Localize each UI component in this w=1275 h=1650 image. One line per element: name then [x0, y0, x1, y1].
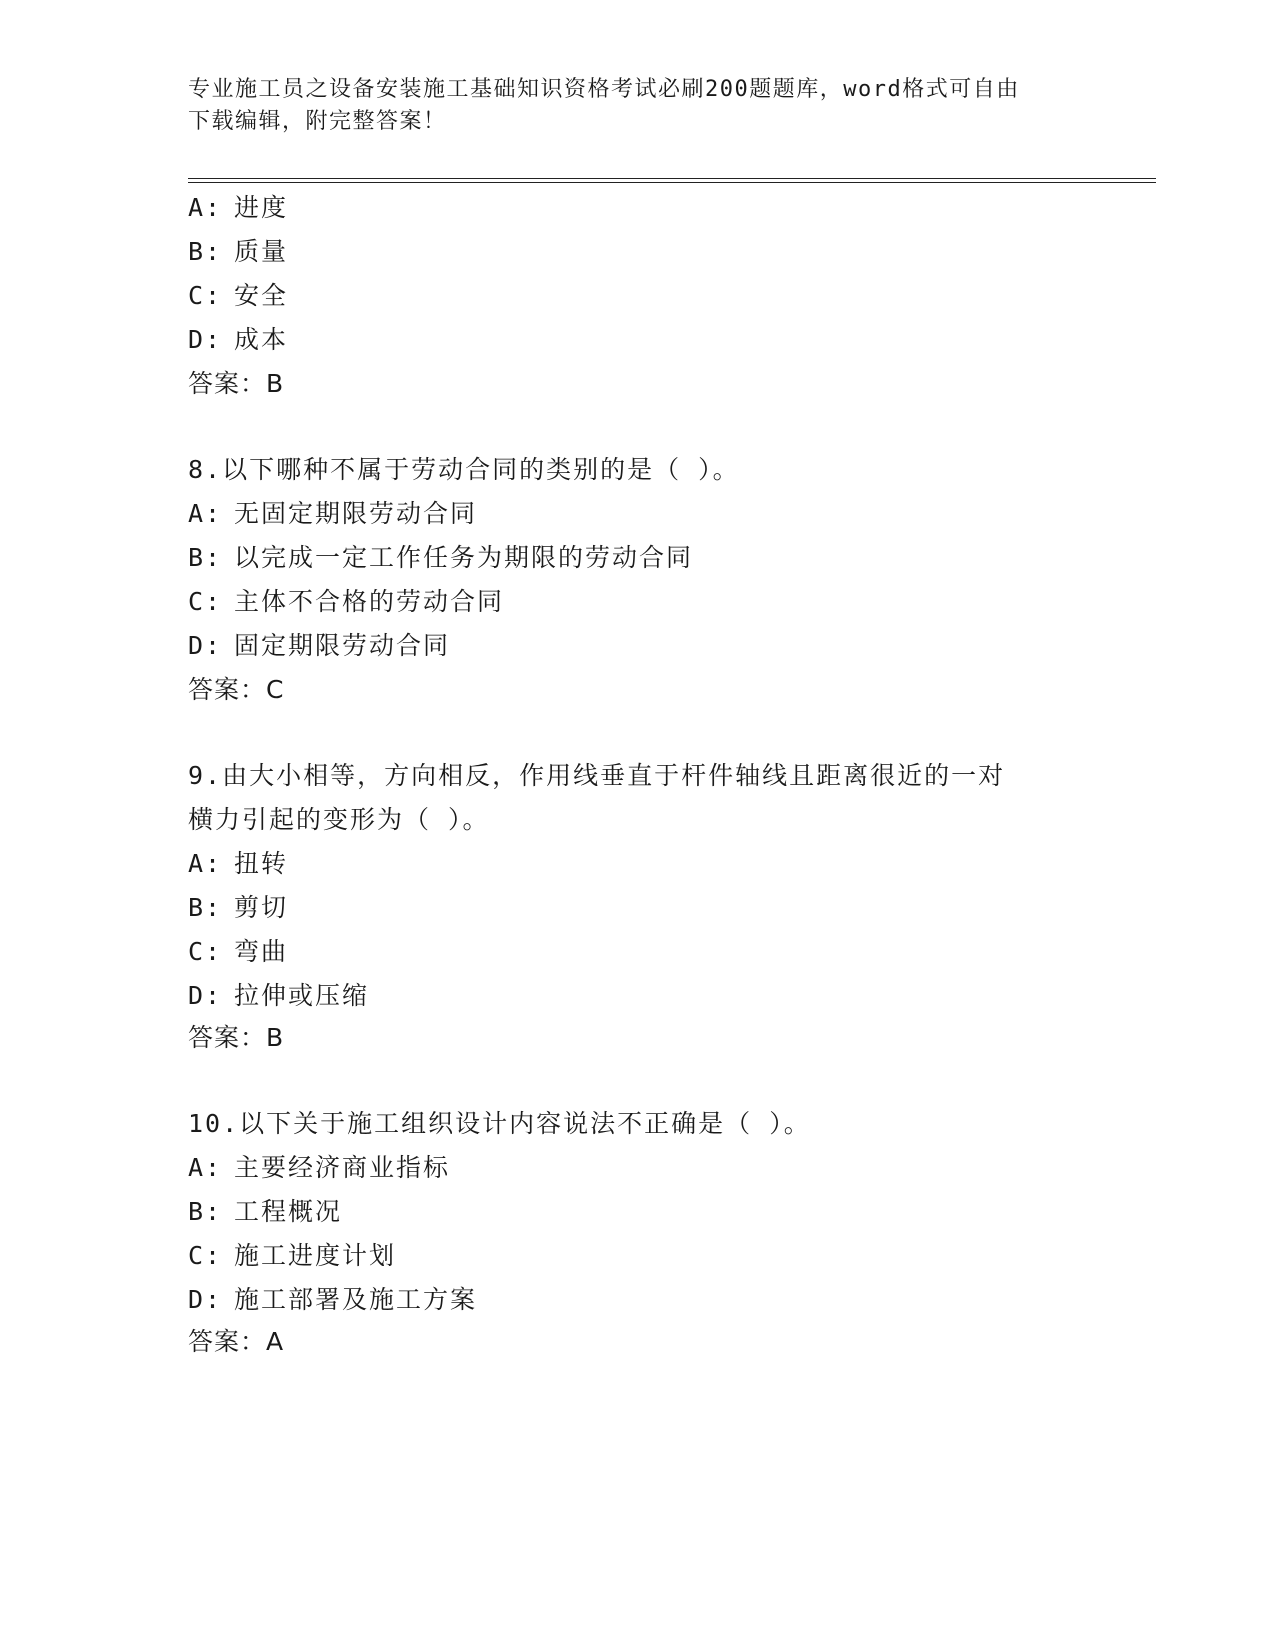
- q10-answer: 答案：A: [188, 1327, 285, 1356]
- option-text: 质量: [234, 237, 289, 266]
- option-text: 无固定期限劳动合同: [234, 499, 478, 528]
- option-text: 弯曲: [234, 937, 289, 966]
- header-title-line-1: 专业施工员之设备安装施工基础知识资格考试必刷200题题库，word格式可自由: [188, 77, 1020, 102]
- option-text: 施工进度计划: [234, 1241, 397, 1270]
- option-letter: C:: [188, 587, 223, 616]
- option-text: 拉伸或压缩: [234, 981, 370, 1010]
- option-letter: C:: [188, 281, 223, 310]
- q10-option-c: [188, 1240, 396, 1272]
- option-letter: D:: [188, 631, 223, 660]
- option-letter: D:: [188, 325, 223, 354]
- q8-answer: 答案：C: [188, 675, 285, 704]
- option-letter: C:: [188, 937, 223, 966]
- option-letter: D:: [188, 1285, 223, 1314]
- q9-option-b: [188, 892, 288, 924]
- option-text: 主体不合格的劳动合同: [234, 587, 505, 616]
- option-letter: A:: [188, 849, 223, 878]
- option-letter: A:: [188, 193, 223, 222]
- option-text: 扭转: [234, 849, 289, 878]
- q10-option-b: [188, 1196, 342, 1228]
- q7-option-b: [188, 236, 288, 268]
- q9-question-line-1: 9.由大小相等，方向相反，作用线垂直于杆件轴线且距离很近的一对: [188, 761, 1006, 790]
- document-header: [188, 74, 1088, 138]
- option-letter: A:: [188, 499, 223, 528]
- option-text: 固定期限劳动合同: [234, 631, 451, 660]
- option-letter: D:: [188, 981, 223, 1010]
- q7-option-c: [188, 280, 288, 312]
- header-rule-bottom: [188, 182, 1156, 183]
- q8-option-c: [188, 586, 504, 618]
- q10-question: 10.以下关于施工组织设计内容说法不正确是（ ）。: [188, 1109, 811, 1138]
- option-letter: B:: [188, 1197, 223, 1226]
- option-text: 安全: [234, 281, 289, 310]
- q9-option-c: [188, 936, 288, 968]
- option-letter: A:: [188, 1153, 223, 1182]
- q9-option-d: [188, 980, 369, 1012]
- option-text: 主要经济商业指标: [234, 1153, 451, 1182]
- q8-option-b: [188, 542, 693, 574]
- header-title-line-2: 下载编辑，附完整答案！: [188, 109, 447, 134]
- q7-option-a: [188, 192, 288, 224]
- q8-question: 8.以下哪种不属于劳动合同的类别的是（ ）。: [188, 455, 740, 484]
- option-text: 施工部署及施工方案: [234, 1285, 478, 1314]
- q9-question-line-2: 横力引起的变形为（ ）。: [188, 805, 490, 834]
- q8-option-d: [188, 630, 450, 662]
- option-letter: B:: [188, 543, 223, 572]
- option-text: 剪切: [234, 893, 289, 922]
- option-text: 工程概况: [234, 1197, 343, 1226]
- q7-answer: 答案：B: [188, 369, 285, 398]
- option-text: 成本: [234, 325, 289, 354]
- option-letter: C:: [188, 1241, 223, 1270]
- q8-option-a: [188, 498, 477, 530]
- option-letter: B:: [188, 237, 223, 266]
- q7-option-d: [188, 324, 288, 356]
- q9-answer: 答案：B: [188, 1023, 285, 1052]
- header-rule-top: [188, 178, 1156, 179]
- q10-option-a: [188, 1152, 450, 1184]
- q9-option-a: [188, 848, 288, 880]
- option-letter: B:: [188, 893, 223, 922]
- q10-option-d: [188, 1284, 477, 1316]
- option-text: 进度: [234, 193, 289, 222]
- option-text: 以完成一定工作任务为期限的劳动合同: [234, 543, 694, 572]
